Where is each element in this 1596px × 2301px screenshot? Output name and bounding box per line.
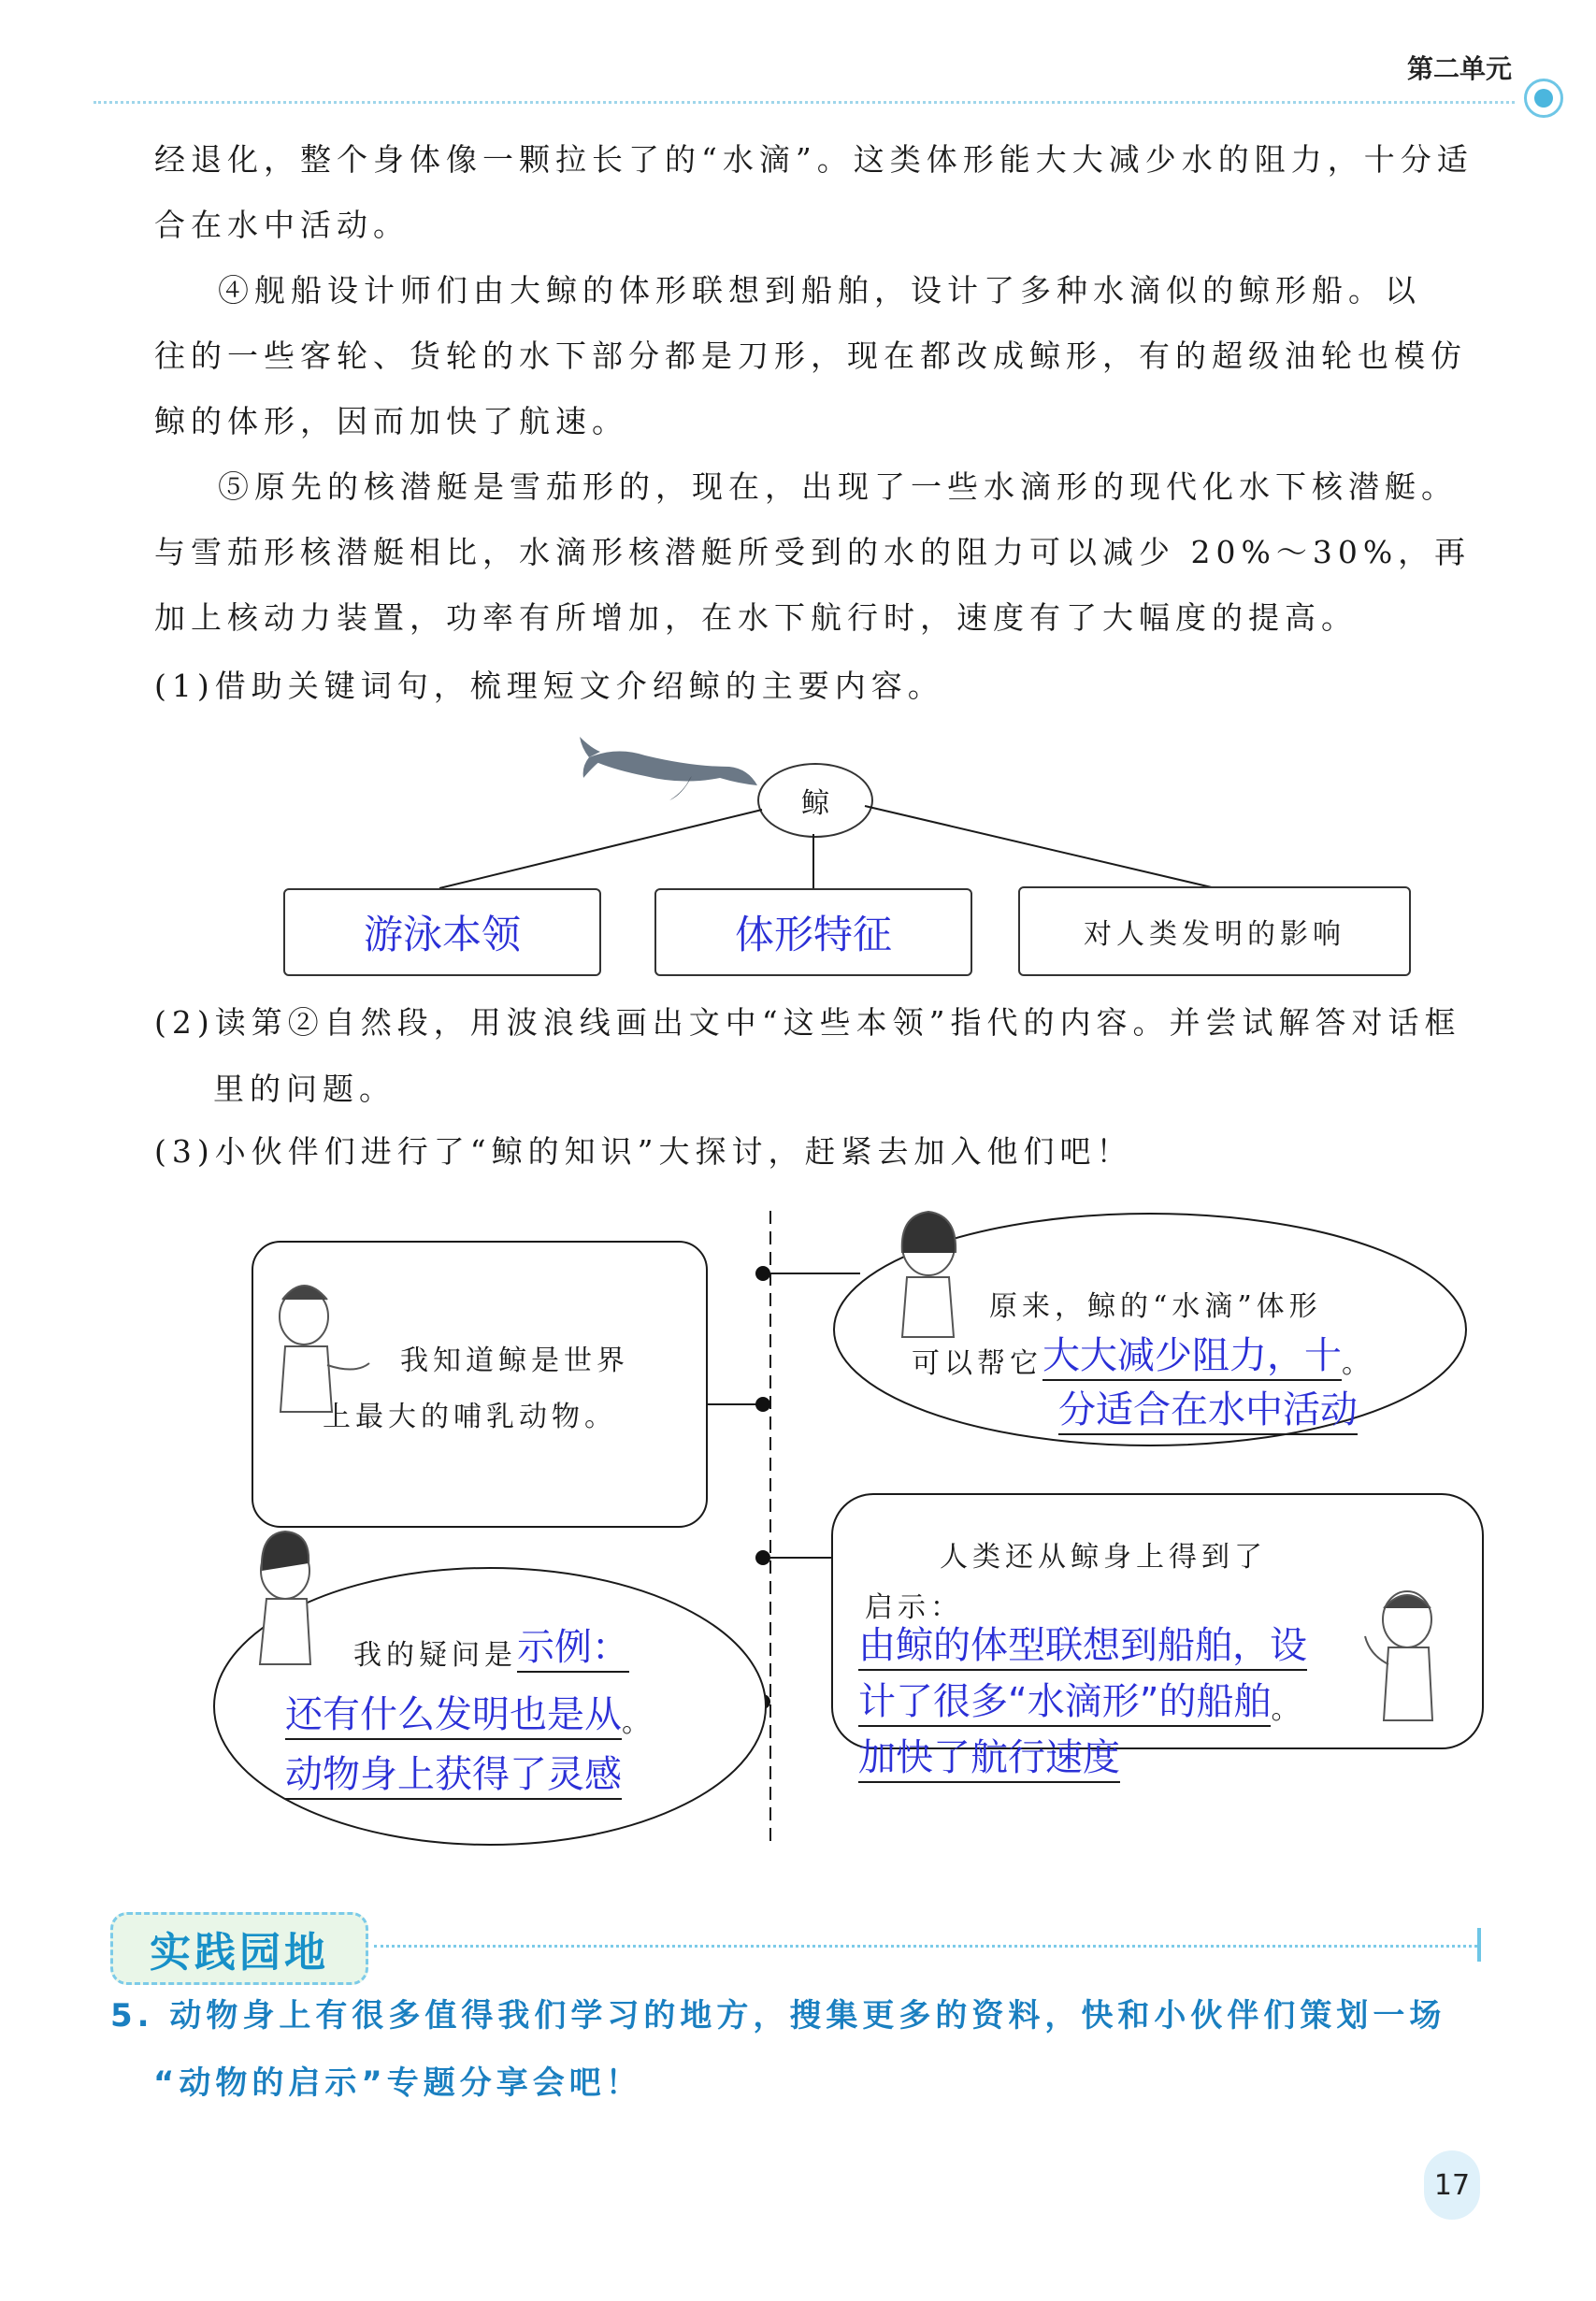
practice-section-tag: 实践园地 xyxy=(110,1912,368,1985)
mindmap-branch-body-shape: 体形特征 xyxy=(654,888,972,976)
mindmap-branch-swimming: 游泳本领 xyxy=(283,888,601,976)
bubble-3-answer-2: 计了很多“水滴形”的船舶 xyxy=(858,1672,1271,1727)
bubble-4-answer-1: 还有什么发明也是从 xyxy=(285,1685,622,1740)
bubble-3-answer-3: 加快了航行速度 xyxy=(858,1728,1120,1783)
question-2 xyxy=(154,999,1461,1109)
page-number: 17 xyxy=(1424,2150,1480,2220)
practice-divider xyxy=(374,1945,1477,1948)
practice-divider-end xyxy=(1477,1928,1481,1962)
passage-line: 与雪茄形核潜艇相比，水滴形核潜艇所受到的水的阻力可以减少 20%～30%，再 xyxy=(154,534,1472,570)
bubble-2-end: 。 xyxy=(1342,1347,1374,1380)
bubble-2-answer-row-1 xyxy=(912,1326,1374,1381)
bubble-3-answer-1: 由鲸的体型联想到船舶，设 xyxy=(858,1616,1307,1671)
bubble-4-answer-0: 示例： xyxy=(517,1618,629,1673)
bubble-1-line-1: 我知道鲸是世界 xyxy=(400,1345,629,1377)
passage-line: ④舰船设计师们由大鲸的体形联想到船舶，设计了多种水滴似的鲸形船。以 xyxy=(218,272,1421,309)
bubble-4-answer-2: 动物身上获得了灵感 xyxy=(285,1745,622,1800)
mindmap-connectors xyxy=(0,0,1596,935)
bubble-2-answer-2: 分适合在水中活动 xyxy=(1058,1380,1358,1435)
practice-task xyxy=(110,1982,1494,2117)
practice-task-line: 5. 动物身上有很多值得我们学习的地方，搜集更多的资料，快和小伙伴们策划一场 xyxy=(110,1997,1446,2035)
unit-header: 第二单元 xyxy=(1406,53,1512,84)
passage-line: 经退化，整个身体像一颗拉长了的“水滴”。这类体形能大大减少水的阻力，十分适 xyxy=(154,141,1474,178)
dialogue-diagram xyxy=(0,1197,1596,1879)
mindmap-center-node: 鲸 xyxy=(757,763,873,838)
passage-line: 鲸的体形，因而加快了航速。 xyxy=(154,403,628,439)
bubble-2-line-1: 原来，鲸的“水滴”体形 xyxy=(989,1290,1322,1323)
bubble-3-line-2: 启示： xyxy=(865,1591,963,1624)
question-2-line: 里的问题。 xyxy=(213,1071,395,1107)
passage-line: ⑤原先的核潜艇是雪茄形的，现在，出现了一些水滴形的现代化水下核潜艇。 xyxy=(218,468,1458,505)
question-1: (1)借助关键词句，梳理短文介绍鲸的主要内容。 xyxy=(154,668,944,704)
practice-task-line: “动物的启示”专题分享会吧！ xyxy=(153,2064,642,2102)
girl-figure-2 xyxy=(260,1532,310,1664)
bubble-1-line-2: 上最大的哺乳动物。 xyxy=(323,1401,617,1433)
question-2-line: (2)读第②自然段，用波浪线画出文中“这些本领”指代的内容。并尝试解答对话框 xyxy=(154,1004,1461,1041)
bubble-3-end: 。 xyxy=(1271,1693,1304,1726)
mindmap-branch-influence: 对人类发明的影响 xyxy=(1018,886,1411,976)
bubble-2-answer-1: 大大减少阻力，十 xyxy=(1042,1326,1342,1381)
bubble-3-line-1: 人类还从鲸身上得到了 xyxy=(940,1541,1267,1574)
passage-line: 合在水中活动。 xyxy=(154,207,410,243)
bubble-2-prefix: 可以帮它 xyxy=(912,1347,1042,1380)
bubble-4-question-row xyxy=(353,1618,629,1673)
question-3: (3)小伙伴们进行了“鲸的知识”大探讨，赶紧去加入他们吧！ xyxy=(154,1133,1133,1170)
bubble-4-answer-row-1 xyxy=(285,1685,654,1740)
bubble-4-prefix: 我的疑问是 xyxy=(353,1639,517,1672)
passage-line: 往的一些客轮、货轮的水下部分都是刀形，现在都改成鲸形，有的超级油轮也模仿 xyxy=(154,338,1467,374)
bubble-4-end: 。 xyxy=(622,1706,654,1739)
bubble-3-answer-row-2 xyxy=(858,1672,1303,1727)
passage-line: 加上核动力装置，功率有所增加，在水下航行时，速度有了大幅度的提高。 xyxy=(154,599,1358,636)
